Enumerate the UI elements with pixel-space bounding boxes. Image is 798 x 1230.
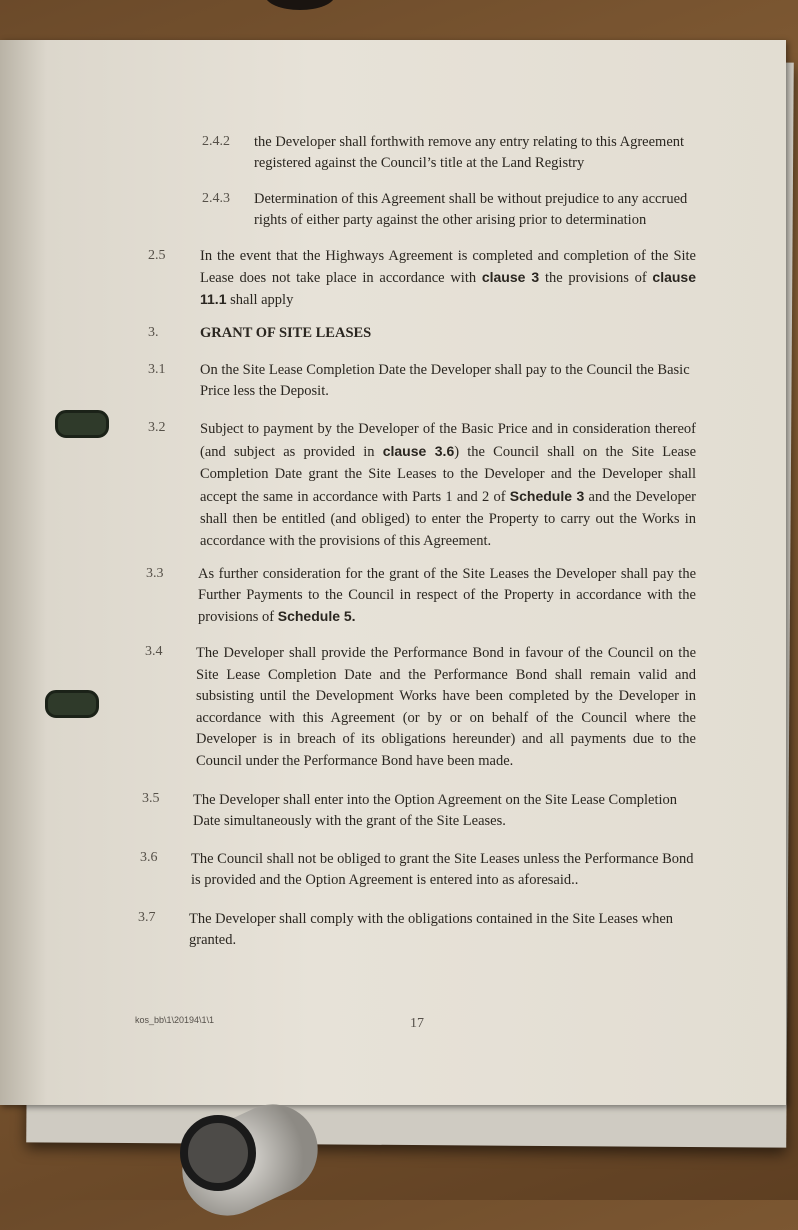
clause-reference: Schedule 3 (509, 488, 585, 504)
clause-number: 3.5 (142, 791, 160, 806)
clause-number: 3.2 (148, 420, 166, 435)
clause-text: The Developer shall enter into the Option Agreement on the Site Lease Completion Date simultaneously with the grant of the Site Leases. (193, 792, 678, 829)
clause-text: On the Site Lease Completion Date the Developer shall pay to the Council the Basic Price less the Deposit. (200, 362, 690, 399)
clause-text: The Developer shall comply with the obligations contained in the Site Leases when granted. (189, 911, 674, 948)
clause-text: As further consideration for the grant of the Site Leases the Developer shall pay the Further Payments to the Council in respect of the Property in accordance with the provisions of Schedule 5. (198, 566, 696, 625)
clause-reference: Schedule 5. (277, 608, 356, 624)
pen-cap-icon (180, 1115, 256, 1191)
section-heading: GRANT OF SITE LEASES (200, 325, 372, 341)
clause-number: 2.4.2 (202, 134, 230, 149)
clause-number: 2.5 (148, 248, 166, 263)
clause-text: The Developer shall provide the Performance Bond in favour of the Council on the Site Lease Completion Date and the Performance Bond shall remain valid and subsisting until the Development Works have been completed by the Developer in accordance with this Agreement (or by or on behalf of the Council where the Developer is in breach of its obligations hereunder) and all payments due to the Council under the Performance Bond have been made. (196, 645, 696, 769)
clause-number: 3.6 (140, 850, 158, 865)
clause-number: 3.7 (138, 910, 156, 925)
clause-reference: clause 11.1 (200, 269, 697, 307)
clause-text: In the event that the Highways Agreement is completed and completion of the Site Lease does not take place in accordance with clause 3 the provisions of clause 11.1 shall apply (200, 248, 697, 308)
section-number: 3. (148, 325, 159, 340)
page-number: 17 (410, 1016, 424, 1031)
footer-reference: kos_bb\1\20194\1\1 (135, 1015, 215, 1025)
clause-reference: clause 3.6 (382, 443, 455, 459)
clause-text: The Council shall not be obliged to grant the Site Leases unless the Performance Bond is provided and the Option Agreement is entered into as aforesaid.. (191, 851, 694, 888)
clause-number: 3.3 (146, 566, 164, 581)
clause-number: 2.4.3 (202, 191, 230, 206)
clause-text: the Developer shall forthwith remove any entry relating to this Agreement registered against the Council’s title at the Land Registry (254, 134, 685, 171)
clause-text: Determination of this Agreement shall be without prejudice to any accrued rights of either party against the other arising prior to determination (254, 191, 688, 228)
clause-text: Subject to payment by the Developer of the Basic Price and in consideration thereof (and subject as provided in clause 3.6) the Council shall on the Site Lease Completion Date grant the Site Leases to the Developer and the Developer shall accept the same in accordance with Parts 1 and 2 of Schedule 3 and the Developer shall then be entitled (and obliged) to enter the Property to carry out the Works in accordance with the provisions of this Agreement. (200, 421, 697, 549)
clause-reference: clause 3 (481, 269, 540, 285)
clause-number: 3.1 (148, 362, 166, 377)
clause-number: 3.4 (145, 644, 163, 659)
